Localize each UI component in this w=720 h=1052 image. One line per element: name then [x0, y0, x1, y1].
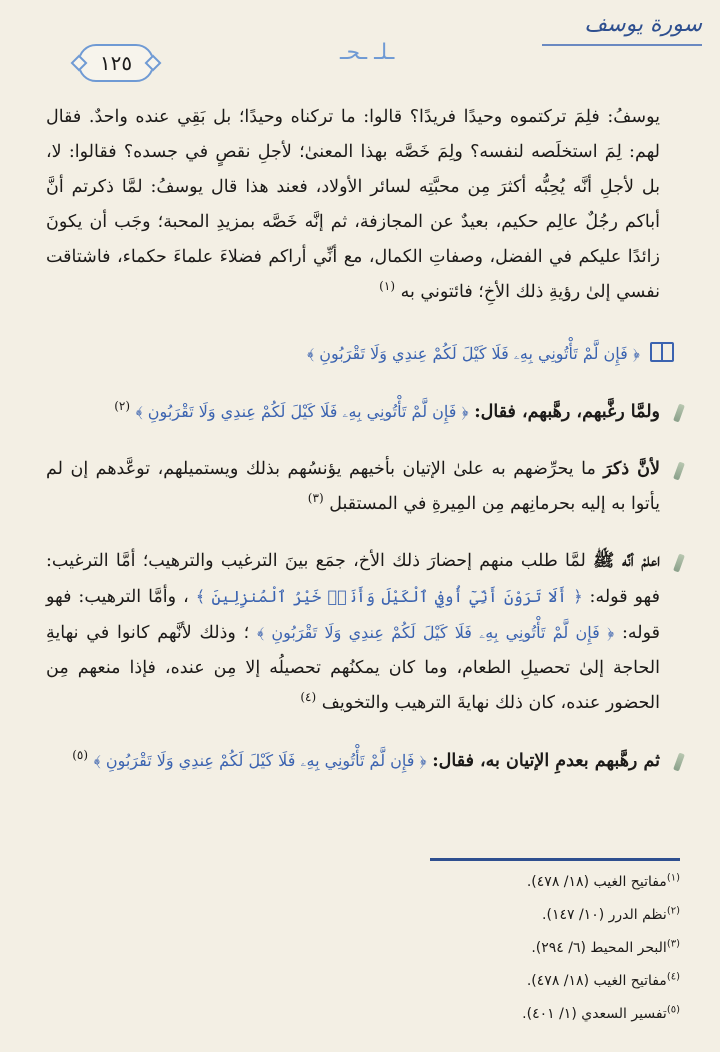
footnotes — [80, 866, 680, 1031]
section-text-tail: ؛ وذلك لأنَّهم كانوا في نهايةِ الحاجة إلىٰ تحصيلِ الطعام، وما كان يمكنُهم تحصيلُه إلا مِن عنده، فإذا منعهم مِن الحضور عنده، كان ذلك نهايةَ الترهيب والتخويف — [46, 623, 660, 713]
ayah-text: ﴿ فَإِن لَّمْ تَأْتُونِي بِهِۦ فَلَا كَيْلَ لَكُمْ عِندِي وَلَا تَقْرَبُونِ ﴾ — [93, 751, 427, 770]
footnote-text: مفاتيح الغيب (١٨/ ٤٧٨). — [526, 874, 667, 890]
ayah-text: ﴿ فَإِن لَّمْ تَأْتُونِي بِهِۦ فَلَا كَيْلَ لَكُمْ عِندِي وَلَا تَقْرَبُونِ ﴾ — [256, 623, 615, 642]
footnote-number: (٢) — [666, 905, 680, 917]
section-3 — [46, 544, 674, 721]
surah-title: سورة يوسف — [584, 12, 702, 37]
paragraph-1 — [46, 100, 674, 310]
paragraph-text: يوسفُ: فلِمَ تركتموه وحيدًا فريدًا؟ قالوا: ما تركناه وحيدًا؛ بل بَقِي عنده واحدٌ. فقال لهم: لِمَ استخلَصه لنفسه؟ ولِمَ خَصَّه بهذا المعنىٰ؛ لأجلِ نقصٍ في جسده؟ فقالوا: لا، بل لأجلِ أنَّه يُحِبُّه أكثرَ مِن محبَّتِه لسائر الأولاد، فعند هذا قال يوسفُ: لمَّا ذكرتم أنَّ أباكم رجُلٌ عالِم حكيم، بعيدٌ عن المجازفة، ثم إنَّه خَصَّه بمزيدِ المحبة؛ وجَب أن يكونَ زائدًا عليكم في الفضل، وصفاتِ الكمال، مع أنِّي أراكم فضلاءَ علماءَ حكماء، فاشتاقت نفسي إلىٰ رؤيةِ ذلك الأخِ؛ فائتوني به — [46, 107, 660, 302]
pen-marker-icon — [673, 404, 685, 423]
section-lead: اعلمْ أنَّه ﷺ — [593, 551, 661, 571]
section-text-mid: ، وأمَّا الترهيب: فهو قوله: — [46, 587, 660, 643]
pen-marker-icon — [673, 554, 685, 573]
quran-book-icon — [650, 342, 674, 362]
footnote-item — [80, 965, 680, 998]
footnote-divider — [430, 858, 680, 861]
section-lead: ولمَّا رغَّبهم، رهَّبهم، فقال: — [474, 402, 660, 422]
footnote-number: (٤) — [666, 971, 680, 983]
header-decoration: ـلـ ـحـ — [340, 40, 395, 65]
footnote-text: نظم الدرر (١٠/ ١٤٧). — [542, 907, 667, 923]
section-4 — [46, 743, 674, 779]
footnote-ref: (١) — [379, 279, 395, 294]
main-text — [46, 100, 674, 779]
section-lead: لأنَّ ذكرَ — [603, 459, 660, 479]
ayah-highlight — [46, 336, 674, 372]
section-text: لمَّا طلب منهم إحضارَ ذلك الأخ، جمَع بينَ الترغيب والترهيب؛ أمَّا الترغيب: فهو قوله: — [46, 551, 660, 607]
page-header — [0, 0, 720, 100]
ayah-text: ﴿ فَإِن لَّمْ تَأْتُونِي بِهِۦ فَلَا كَيْلَ لَكُمْ عِندِي وَلَا تَقْرَبُونِ ﴾ — [307, 344, 640, 363]
ayah-text: ﴿ فَإِن لَّمْ تَأْتُونِي بِهِۦ فَلَا كَيْلَ لَكُمْ عِندِي وَلَا تَقْرَبُونِ ﴾ — [135, 402, 469, 421]
footnote-item — [80, 998, 680, 1031]
footnote-number: (٣) — [666, 938, 680, 950]
footnote-item — [80, 899, 680, 932]
footnote-number: (١) — [666, 872, 680, 884]
pen-marker-icon — [673, 462, 685, 481]
section-1 — [46, 394, 674, 430]
section-2 — [46, 452, 674, 522]
footnote-ref: (٥) — [72, 748, 89, 763]
footnote-number: (٥) — [666, 1004, 680, 1016]
section-text: ما يحرِّضهم به علىٰ الإتيان بأخيهم يؤنسُهم بذلك ويستميلهم، توعَّدهم إن لم يأتوا به إليه بحرمانِهم مِن المِيرةِ في المستقبل — [46, 459, 660, 514]
pen-marker-icon — [673, 753, 685, 772]
footnote-text: تفسير السعدي (١/ ٤٠١). — [522, 1006, 667, 1022]
ayah-text: ﴿ أَلَا تَرَوْنَ أَنِّيٓ أُوفِي ٱلْكَيْلَ وَأَنَا۠ خَيْرُ ٱلْمُنزِلِينَ ﴾ — [195, 587, 583, 606]
footnote-ref: (٤) — [300, 690, 317, 705]
footnote-item — [80, 866, 680, 899]
footnote-text: البحر المحيط (٦/ ٢٩٤). — [531, 940, 667, 956]
footnote-text: مفاتيح الغيب (١٨/ ٤٧٨). — [526, 973, 667, 989]
page-number: ١٢٥ — [99, 51, 133, 75]
page-number-badge — [78, 44, 154, 82]
section-lead: ثم رهَّبهم بعدمِ الإتيان به، فقال: — [432, 751, 660, 771]
footnote-ref: (٣) — [307, 491, 324, 506]
header-rule — [542, 44, 702, 46]
footnote-item — [80, 932, 680, 965]
footnote-ref: (٢) — [114, 399, 131, 414]
